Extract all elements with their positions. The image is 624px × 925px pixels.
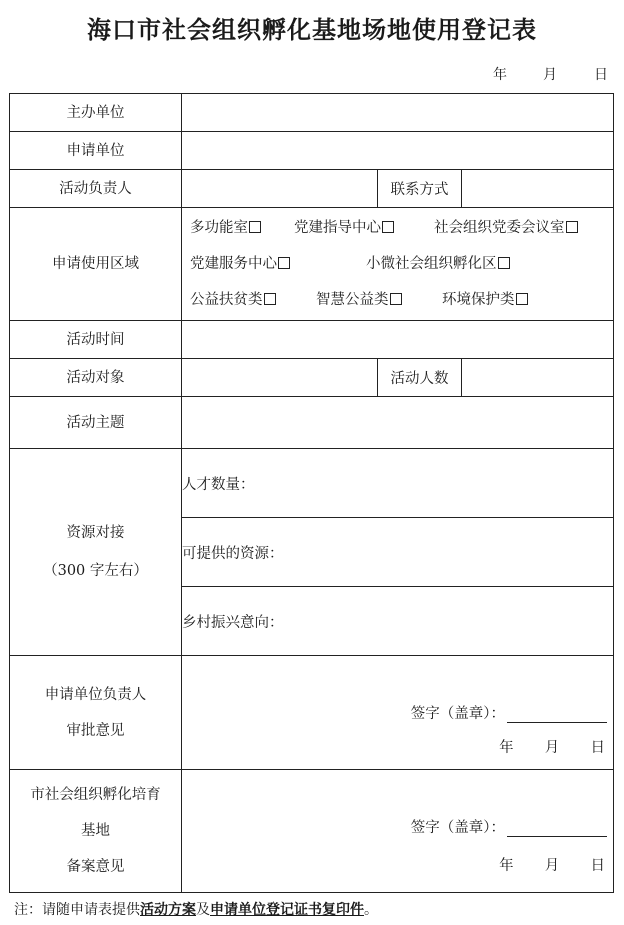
area-option[interactable]: 社会组织党委会议室 — [434, 210, 578, 246]
incubation-label — [10, 770, 182, 893]
activity-target-field[interactable] — [182, 359, 378, 397]
row-activity-target — [10, 359, 614, 397]
applicant-unit-field[interactable] — [182, 132, 614, 170]
row-applicant-unit — [10, 132, 614, 170]
row-activity-leader — [10, 170, 614, 208]
activity-leader-label: 活动负责人 — [10, 170, 182, 208]
header-date — [0, 64, 624, 84]
incubation-signature-cell[interactable] — [182, 770, 614, 893]
row-activity-time — [10, 321, 614, 359]
signature-line[interactable] — [507, 706, 607, 723]
resource-label-note: （300 字左右） — [43, 563, 148, 579]
contact-label: 联系方式 — [378, 170, 462, 208]
area-option[interactable]: 公益扶贫类 — [190, 282, 276, 318]
activity-target-label: 活动对象 — [10, 359, 182, 397]
incubation-label-line2: 基地 — [81, 823, 110, 839]
activity-plan-doc: 活动方案 — [140, 902, 196, 918]
row-activity-theme — [10, 397, 614, 449]
checkbox-icon[interactable] — [566, 221, 578, 233]
row-incubation — [10, 770, 614, 893]
checkbox-icon[interactable] — [278, 257, 290, 269]
incubation-date: 年 月 日 — [499, 858, 606, 874]
checkbox-icon[interactable] — [249, 221, 261, 233]
incubation-label-line3: 备案意见 — [66, 859, 125, 875]
area-option[interactable]: 党建指导中心 — [294, 210, 394, 246]
incubation-label-line1: 市社会组织孵化培育 — [30, 787, 161, 803]
checkbox-icon[interactable] — [516, 293, 528, 305]
form-title: 海口市社会组织孵化基地场地使用登记表 — [87, 15, 537, 44]
resource-label-main: 资源对接 — [66, 525, 125, 541]
registration-form-table — [9, 93, 614, 893]
checkbox-icon[interactable] — [382, 221, 394, 233]
header-date-day: 日 — [594, 67, 608, 83]
checkbox-icon[interactable] — [498, 257, 510, 269]
header-date-year: 年 — [493, 67, 507, 83]
area-option[interactable]: 多功能室 — [190, 210, 261, 246]
talent-count-field[interactable]: 人才数量： — [182, 449, 614, 518]
activity-time-field[interactable] — [182, 321, 614, 359]
resource-label — [10, 449, 182, 656]
approval-label-line2: 审批意见 — [66, 722, 125, 739]
checkbox-icon[interactable] — [264, 293, 276, 305]
contact-field[interactable] — [462, 170, 614, 208]
row-resource-talent — [10, 449, 614, 518]
approval-signature-cell[interactable] — [182, 656, 614, 770]
activity-leader-field[interactable] — [182, 170, 378, 208]
header-date-month: 月 — [543, 67, 557, 83]
approval-label-line1: 申请单位负责人 — [44, 686, 147, 703]
registration-certificate-doc: 申请单位登记证书复印件 — [210, 902, 364, 918]
activity-theme-field[interactable] — [182, 397, 614, 449]
approval-signature: 签字（盖章）： — [411, 702, 607, 723]
area-option[interactable]: 小微社会组织孵化区 — [366, 246, 510, 282]
activity-count-field[interactable] — [462, 359, 614, 397]
activity-theme-label: 活动主题 — [10, 397, 182, 449]
checkbox-icon[interactable] — [390, 293, 402, 305]
provided-resources-field[interactable]: 可提供的资源： — [182, 518, 614, 587]
area-option[interactable]: 智慧公益类 — [316, 282, 402, 318]
footnote: 注：请随申请表提供活动方案及申请单位登记证书复印件。 — [14, 902, 378, 918]
approval-date: 年 月 日 — [499, 740, 606, 756]
host-unit-label: 主办单位 — [10, 94, 182, 132]
area-option[interactable]: 环境保护类 — [442, 282, 528, 318]
row-host-unit — [10, 94, 614, 132]
incubation-signature: 签字（盖章）： — [411, 816, 607, 837]
row-approval — [10, 656, 614, 770]
row-area — [10, 208, 614, 321]
rural-revitalization-field[interactable]: 乡村振兴意向： — [182, 587, 614, 656]
activity-time-label: 活动时间 — [10, 321, 182, 359]
area-label: 申请使用区域 — [10, 208, 182, 321]
signature-line[interactable] — [507, 820, 607, 837]
host-unit-field[interactable] — [182, 94, 614, 132]
activity-count-label: 活动人数 — [378, 359, 462, 397]
area-options-cell — [182, 208, 614, 321]
applicant-unit-label: 申请单位 — [10, 132, 182, 170]
approval-label — [10, 656, 182, 770]
area-option[interactable]: 党建服务中心 — [190, 246, 290, 282]
